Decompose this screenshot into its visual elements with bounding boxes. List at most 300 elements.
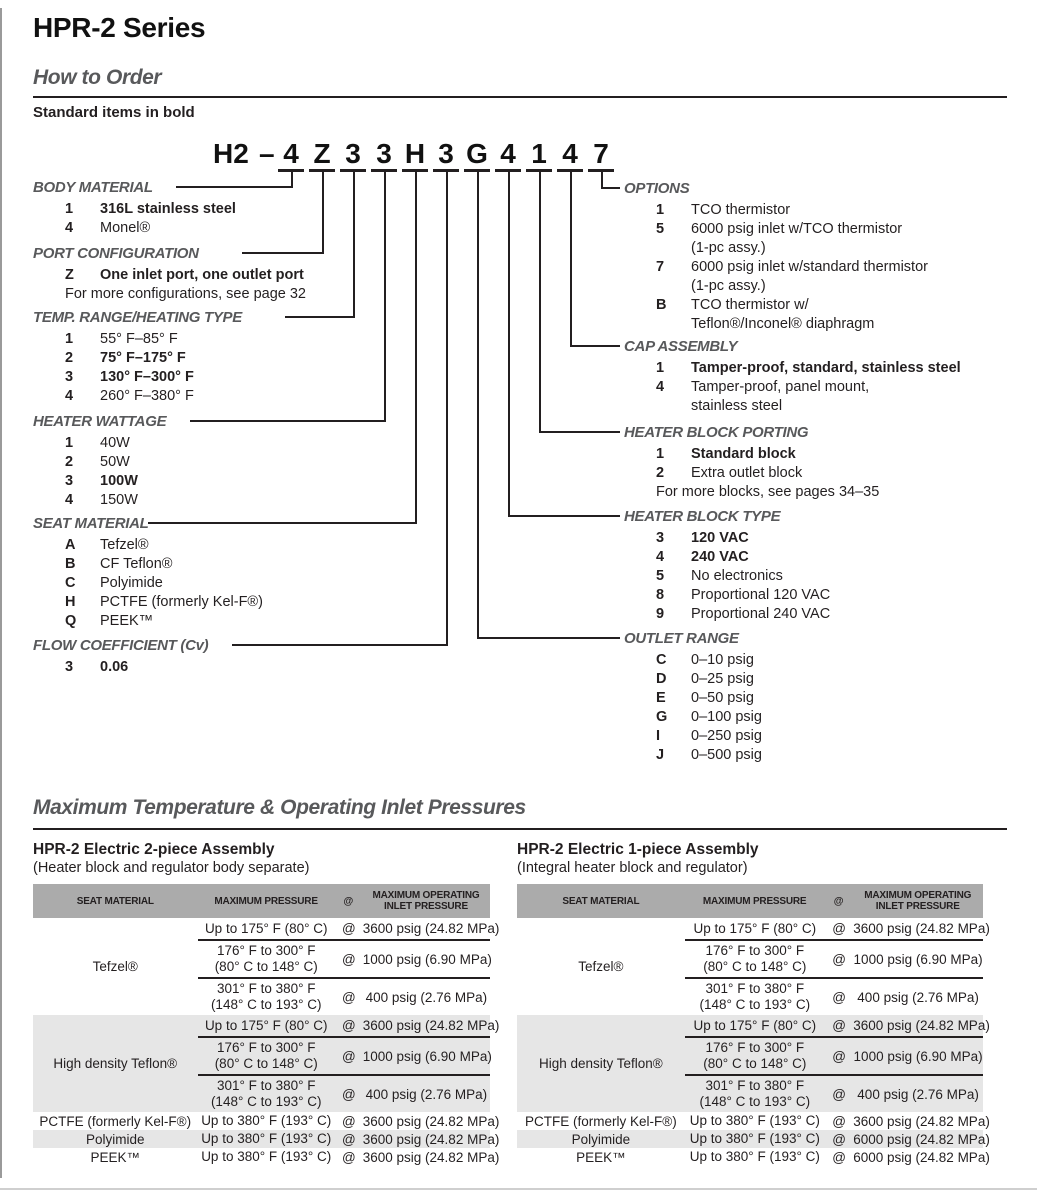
max-pressure-cell [685,1131,825,1147]
order-option [624,529,830,548]
table-row [198,1148,500,1166]
connector-line [570,345,620,347]
inlet-pressure-cell: 1000 psig (6.90 MPa) [853,1048,983,1064]
connector-line [508,515,620,517]
table-group-rows [198,1130,500,1148]
connector-line [539,172,541,433]
max-pressure-cell [198,1131,335,1147]
temp-line: 176° F to 300° F [216,1040,316,1055]
table-group [517,1112,990,1130]
part-number-code: 3 [340,139,366,172]
table-row [685,941,983,979]
temp-line: (80° C to 148° C) [214,959,318,974]
order-option-code: 2 [65,454,74,470]
connector-line [570,172,572,347]
order-option-code: 4 [656,379,665,395]
order-option-text: Tefzel® [100,537,149,553]
table-group-rows [198,1015,500,1112]
order-option-code: J [656,747,665,763]
at-cell: @ [342,1113,356,1129]
order-option-text: PCTFE (formerly Kel-F®) [100,594,263,610]
order-option-code: A [65,537,76,553]
order-option-text: 0.06 [100,659,129,675]
order-option-text: Polyimide [100,575,163,591]
at-cell: @ [832,1149,846,1165]
part-number-code: 4 [495,139,521,172]
part-number-code: G [464,139,490,172]
inlet-pressure-cell: 1000 psig (6.90 MPa) [362,1048,492,1064]
order-group-left [33,413,166,510]
order-option-code: 9 [656,606,665,622]
order-option-text: TCO thermistor w/ [691,297,809,313]
temp-line: 301° F to 380° F [216,1078,316,1093]
order-option-code: Z [65,267,74,283]
inlet-pressure-cell: 3600 psig (24.82 MPa) [853,1113,990,1129]
order-option-code: 3 [65,659,74,675]
order-option-code: B [656,297,667,313]
at-cell: @ [342,1086,356,1102]
order-option [624,651,762,670]
order-option-code [656,315,691,334]
at-cell: @ [832,951,846,967]
order-option [624,239,928,258]
temp-line: Up to 380° F (193° C) [201,1113,332,1128]
order-option-code: 3 [65,369,74,385]
order-option-code: 4 [65,220,74,236]
at-cell: @ [342,921,356,936]
order-option [624,708,762,727]
part-number-code: 3 [433,139,459,172]
temp-line: 301° F to 380° F [216,981,316,996]
order-option-text: Proportional 240 VAC [691,606,831,622]
inlet-pressure-cell: 3600 psig (24.82 MPa) [853,921,990,936]
max-pressure-cell [685,981,825,1013]
order-option-text: PEEK™ [100,613,154,629]
temp-line: (148° C to 193° C) [699,1094,811,1109]
table-row [198,1130,500,1148]
seat-material-cell: PEEK™ [576,1149,626,1165]
max-pressure-cell [198,1149,335,1165]
temp-line: (80° C to 148° C) [703,1056,807,1071]
order-option-code: Q [65,613,77,629]
order-option [33,658,208,677]
temp-line: 176° F to 300° F [705,1040,805,1055]
temp-line: (148° C to 193° C) [699,997,811,1012]
order-option-code: 8 [656,587,665,603]
temp-line: Up to 175° F (80° C) [204,1017,328,1033]
temp-line: (80° C to 148° C) [703,959,807,974]
pressure-table [33,840,500,1166]
max-pressure-cell [198,921,335,937]
order-option [624,315,928,334]
order-group-label: HEATER BLOCK PORTING [624,424,809,441]
inlet-pressure-cell: 3600 psig (24.82 MPa) [362,1113,500,1129]
order-group-label: BODY MATERIAL [33,179,153,196]
order-option-code: C [65,575,76,591]
inlet-pressure-cell: 3600 psig (24.82 MPa) [362,1149,500,1165]
order-option [624,727,762,746]
order-option [33,593,263,612]
max-pressure-cell [198,981,335,1013]
connector-line [232,644,448,646]
table-group [517,1148,990,1166]
order-option-text: 0–25 psig [691,671,754,687]
order-option-code: E [656,690,666,706]
order-option-text: 120 VAC [691,530,749,546]
table-header-cell: @ [833,895,844,907]
order-group-label: OPTIONS [624,180,690,197]
at-cell: @ [342,1131,356,1147]
how-to-order-rule [33,96,1007,98]
order-option-text: 130° F–300° F [100,369,194,385]
order-group-left [33,515,263,631]
order-option [33,219,236,238]
table-row [685,979,983,1015]
order-option [33,472,166,491]
connector-line [477,637,620,639]
order-option [33,200,236,219]
order-option-text: Proportional 120 VAC [691,587,831,603]
order-option [624,746,762,765]
page-title: HPR-2 Series [33,12,206,43]
order-option-text: 6000 psig inlet w/standard thermistor [691,259,928,275]
at-cell: @ [832,989,846,1005]
order-option-code: H [65,594,76,610]
connector-line [353,172,355,318]
table-row [198,1015,500,1038]
seat-material-cell: Polyimide [85,1131,145,1147]
order-option-code: 4 [65,492,74,508]
table-header-cell: @ [343,895,354,907]
order-option [624,445,879,464]
order-option [33,536,263,555]
order-option-text: 55° F–85° F [100,331,178,347]
at-cell: @ [832,1048,846,1064]
pressure-section-rule [33,828,1007,830]
max-pressure-cell [685,1149,825,1165]
order-group-label: HEATER WATTAGE [33,413,167,430]
table-row [685,1130,990,1148]
order-option-text: Monel® [100,220,151,236]
max-pressure-cell [685,1018,825,1034]
order-option [624,670,762,689]
order-option-text: 0–10 psig [691,652,754,668]
order-option [624,296,928,315]
table-row [198,1076,490,1112]
connector-line [190,420,386,422]
order-option [33,266,306,285]
connector-line [322,172,324,254]
temp-line: 176° F to 300° F [216,943,316,958]
order-option-text: 0–250 psig [691,728,762,744]
order-group-label: FLOW COEFFICIENT (Cv) [33,637,209,654]
order-option [33,349,242,368]
order-option-text: 0–100 psig [691,709,762,725]
table-group [517,1130,990,1148]
temp-line: Up to 175° F (80° C) [693,1017,817,1033]
order-group-label: PORT CONFIGURATION [33,245,199,262]
order-option [33,368,242,387]
order-group-label: OUTLET RANGE [624,630,739,647]
order-option-text: 0–500 psig [691,747,762,763]
inlet-pressure-cell: 3600 psig (24.82 MPa) [362,921,500,936]
temp-line: 301° F to 380° F [705,981,805,996]
order-option-text: 50W [100,454,130,470]
table-header-cell: MAXIMUM PRESSURE [214,895,318,907]
order-option-code: 3 [65,473,74,489]
inlet-pressure-cell: 1000 psig (6.90 MPa) [853,951,983,967]
order-option-text: stainless steel [691,398,783,414]
connector-line [539,431,620,433]
at-cell: @ [342,1018,356,1033]
order-option-code: 1 [656,446,665,462]
how-to-order-heading: How to Order [33,66,162,89]
table-group-rows [685,1148,990,1166]
order-option [33,387,242,406]
order-option [33,491,166,510]
inlet-pressure-cell: 400 psig (2.76 MPa) [857,1086,979,1102]
part-number-code: 4 [278,139,304,172]
temp-line: Up to 380° F (193° C) [689,1113,820,1128]
order-option-text: 6000 psig inlet w/TCO thermistor [691,221,903,237]
pressure-table-title: HPR-2 Electric 2-piece Assembly [33,841,275,858]
connector-line [446,172,448,646]
order-option-text: 240 VAC [691,549,749,565]
at-cell: @ [342,1149,356,1165]
order-option [624,258,928,277]
temp-line: Up to 380° F (193° C) [201,1149,332,1164]
table-group [33,1112,500,1130]
order-option-code: 1 [656,360,665,376]
max-pressure-cell [198,1018,335,1034]
part-number-code: 3 [371,139,397,172]
order-group-right [624,508,830,624]
at-cell: @ [342,1048,356,1064]
order-group-left [33,245,306,304]
table-row [685,1076,983,1112]
temp-line: Up to 175° F (80° C) [204,920,328,936]
table-header-cell: MAXIMUM PRESSURE [702,895,807,907]
max-pressure-cell [685,943,825,975]
order-group-right [624,180,928,334]
pressure-table-title: HPR-2 Electric 1-piece Assembly [517,841,759,858]
inlet-pressure-cell: 6000 psig (24.82 MPa) [853,1131,990,1147]
order-option-text: 316L stainless steel [100,201,236,217]
max-pressure-cell [198,943,335,975]
order-group-left [33,309,242,406]
order-option-text: 75° F–175° F [100,350,186,366]
table-row [685,1148,990,1166]
table-header-cell: SEAT MATERIAL [76,895,154,907]
order-option-code: 5 [656,568,665,584]
max-pressure-cell [685,1078,825,1110]
at-cell: @ [342,989,356,1005]
table-group-rows [198,918,500,1015]
order-option-text: Standard block [691,446,796,462]
order-group-label: SEAT MATERIAL [33,515,149,532]
max-pressure-cell [685,921,825,937]
order-group-label: TEMP. RANGE/HEATING TYPE [33,309,242,326]
table-group [517,918,990,1015]
order-option-code: I [656,728,661,744]
table-group [517,1015,990,1112]
order-option [624,567,830,586]
order-option-text: 100W [100,473,138,489]
connector-line [601,187,620,189]
order-option-text: Extra outlet block [691,465,803,481]
order-group-right [624,338,961,416]
seat-material-cell: High density Teflon® [53,1056,178,1071]
at-cell: @ [832,1086,846,1102]
order-group-footnote: For more configurations, see page 32 [65,286,306,302]
order-option [624,605,830,624]
order-group-label: HEATER BLOCK TYPE [624,508,781,525]
max-pressure-cell [685,1113,825,1129]
order-option-code: 5 [656,221,665,237]
order-option-code: 1 [656,202,665,218]
seat-material-cell: High density Teflon® [538,1056,663,1071]
connector-line [508,172,510,517]
order-option [624,220,928,239]
pressure-table-header [33,884,490,918]
inlet-pressure-cell: 3600 psig (24.82 MPa) [362,1131,500,1147]
table-group-rows [685,1112,990,1130]
order-option-text: No electronics [691,568,783,584]
at-cell: @ [832,1113,846,1129]
part-number-prefix: H2 [213,138,249,169]
table-group [33,1130,500,1148]
order-option [33,330,242,349]
order-option [624,378,961,397]
order-option-text: CF Teflon® [100,556,173,572]
connector-line [415,172,417,524]
order-option-code: D [656,671,667,687]
part-number-code: 7 [588,139,614,172]
inlet-pressure-cell: 400 psig (2.76 MPa) [857,989,979,1005]
temp-line: Up to 380° F (193° C) [201,1131,332,1146]
table-row [685,918,990,941]
temp-line: (148° C to 193° C) [210,997,322,1012]
order-option [624,359,961,378]
order-option-text: 40W [100,435,130,451]
at-cell: @ [832,921,846,936]
inlet-pressure-cell: 3600 psig (24.82 MPa) [362,1018,500,1033]
table-group-rows [685,918,990,1015]
order-option [624,277,928,296]
table-group-rows [198,1112,500,1130]
at-cell: @ [832,1018,846,1033]
pressure-table-subtitle: (Integral heater block and regulator) [517,860,748,876]
at-cell: @ [342,951,356,967]
order-option [33,434,166,453]
order-option [624,586,830,605]
seat-material-cell: PCTFE (formerly Kel-F®) [39,1113,192,1129]
temp-line: (80° C to 148° C) [214,1056,318,1071]
table-group [33,918,500,1015]
part-number-separator: – [259,138,275,169]
temp-line: Up to 380° F (193° C) [689,1131,820,1146]
inlet-pressure-cell: 6000 psig (24.82 MPa) [853,1149,990,1165]
order-option-code: 7 [656,259,665,275]
seat-material-cell: PEEK™ [90,1149,141,1165]
pressure-table-grid [33,884,500,1166]
table-row [685,1038,983,1076]
order-option-text: 0–50 psig [691,690,754,706]
order-option-code: G [656,709,668,725]
table-row [685,1112,990,1130]
table-group-rows [198,1148,500,1166]
max-pressure-cell [198,1113,335,1129]
order-group-right [624,424,879,502]
standard-items-note: Standard items in bold [33,104,195,121]
at-cell: @ [832,1131,846,1147]
table-group [33,1148,500,1166]
order-option-code: 2 [656,465,665,481]
table-group-rows [685,1015,990,1112]
order-option-text: 260° F–380° F [100,388,194,404]
order-option [624,397,961,416]
order-option [33,574,263,593]
table-row [198,1112,500,1130]
table-row [198,979,490,1015]
order-option [33,453,166,472]
order-option [624,464,879,483]
pressure-section-heading: Maximum Temperature & Operating Inlet Pressures [33,796,526,819]
temp-line: 301° F to 380° F [705,1078,805,1093]
order-option-text: TCO thermistor [691,202,791,218]
order-option-code [656,239,691,258]
table-row [685,1015,990,1038]
order-option-code: 1 [65,435,74,451]
order-group-right [624,630,762,765]
order-option-text: Tamper-proof, standard, stainless steel [691,360,961,376]
part-number-code: 1 [526,139,552,172]
order-option-code: 4 [65,388,74,404]
order-option-code: 1 [65,201,74,217]
table-header-cell: SEAT MATERIAL [562,895,640,907]
table-header-cell: MAXIMUM OPERATING INLET PRESSURE [864,890,972,912]
connector-line [384,172,386,422]
order-option-code [656,397,691,416]
connector-line [477,172,479,639]
order-option-text: (1-pc assy.) [691,278,766,294]
order-option [624,201,928,220]
pressure-table-header [517,884,983,918]
max-pressure-cell [198,1040,335,1072]
order-option-code: 4 [656,549,665,565]
seat-material-cell: Tefzel® [578,959,624,974]
order-option-text: (1-pc assy.) [691,240,766,256]
inlet-pressure-cell: 1000 psig (6.90 MPa) [362,951,492,967]
seat-material-cell: Tefzel® [92,959,138,974]
temp-line: Up to 175° F (80° C) [693,920,817,936]
table-header-cell: MAXIMUM OPERATING INLET PRESSURE [372,890,480,912]
part-number-code: H [402,139,428,172]
table-group-rows [685,1130,990,1148]
order-option-code: B [65,556,76,572]
order-group-left [33,179,236,238]
order-option-text: 150W [100,492,138,508]
table-group [33,1015,500,1112]
order-option-code [656,277,691,296]
order-option [624,689,762,708]
order-option-text: One inlet port, one outlet port [100,267,304,283]
order-group-left [33,637,208,677]
inlet-pressure-cell: 3600 psig (24.82 MPa) [853,1018,990,1033]
page-bottom-border [0,1188,1037,1190]
temp-line: 176° F to 300° F [705,943,805,958]
table-row [198,918,500,941]
